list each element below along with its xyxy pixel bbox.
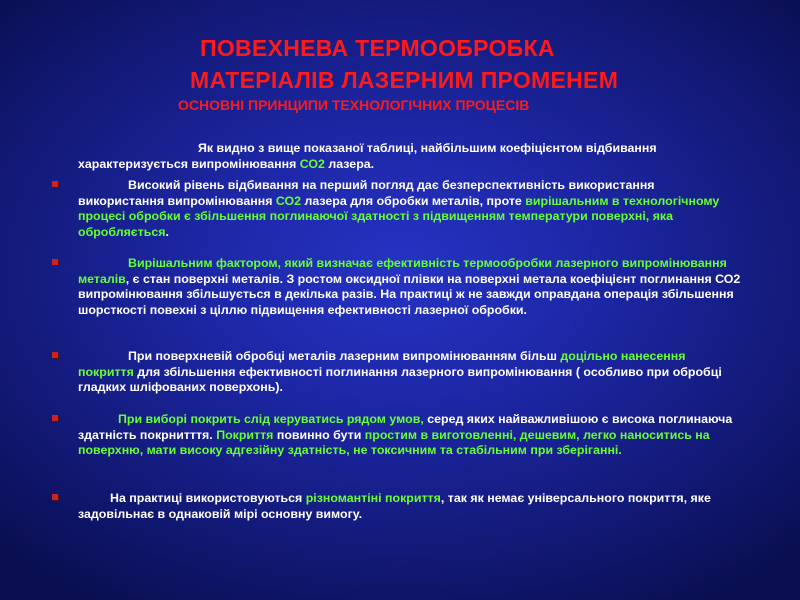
paragraph-6 — [78, 491, 744, 522]
p2-co2: СО2 — [275, 193, 302, 208]
bullet-icon — [52, 352, 58, 358]
p5-highlight-e: простим в виготовленні, дешевим, легко наноситись на поверхню, мати високу адгезійну здатність, не токсичним та стабільним при зберіганні. — [78, 427, 710, 458]
p3-text-b: , є стан поверхні металів. З ростом оксидної плівки на поверхні метала коефіцієнт поглинання СО2 випромінювання збільшується в декілька разів. На практиці ж не завжди оправдана операція збільшення шорсткості повехні з ціллю підвищення ефективності лазерної обробки. — [78, 271, 741, 317]
p2-text-c: лазера для обробки металів, проте — [301, 193, 526, 208]
p6-text-c: , так як немає універсального покриття, яке задовільнає в однаковій мірі основну вимогу. — [78, 491, 711, 521]
p2-text-e: . — [165, 224, 169, 239]
bullet-icon — [52, 494, 58, 500]
p2-text-a: Високий рівень відбивання на перший погляд дає безперспективність використання використання випромінювання — [78, 178, 655, 208]
paragraph-1 — [78, 141, 744, 172]
p2-highlight: вирішальним в технологічному процесі обробки є збільшення поглинаючої здатності з підвищенням температури поверхні, яка обробляється — [78, 193, 720, 239]
p3-highlight: Вирішальним фактором, який визначає ефективність термообробки лазерного випромінювання металів — [78, 256, 727, 286]
p4-highlight: доцільно нанесення покриття — [78, 349, 686, 379]
p6-highlight: різномантіні покриття — [305, 491, 441, 505]
p5-highlight-a: При виборі покрить слід керуватись рядом умов, — [118, 412, 424, 426]
p5-text-b: серед яких найважливішою є висока поглинаюча здатність покрнитття. — [78, 412, 733, 442]
title-line-1: ПОВЕХНЕВА ТЕРМООБРОБКА — [200, 35, 555, 61]
p4-text-a: При поверхневій обробці металів лазерним випромінюванням більш — [128, 349, 561, 363]
p1-text-a: Як видно з вище показаної таблиці, найбільшим коефіцієнтом відбивання характеризується випромінювання — [78, 141, 657, 171]
paragraph-4 — [78, 349, 744, 396]
subtitle: ОСНОВНІ ПРИНЦИПИ ТЕХНОЛОГІЧНИХ ПРОЦЕСІВ — [178, 97, 530, 113]
bullet-icon — [52, 181, 58, 187]
p4-text-c: для збільшення ефективності поглинання лазерного випромінювання ( особливо при обробці гладких шліфованих поверхонь). — [78, 364, 722, 395]
p5-highlight-c: Покриття — [216, 427, 274, 442]
title-line-2: МАТЕРІАЛІВ ЛАЗЕРНИМ ПРОМЕНЕМ — [190, 67, 619, 93]
paragraph-2 — [78, 178, 744, 240]
p1-co2: СО2 — [299, 156, 325, 171]
paragraph-5 — [78, 412, 744, 459]
bullet-icon — [52, 259, 58, 265]
p5-text-d: повинно бути — [273, 427, 365, 442]
p6-text-a: На практиці використовуються — [110, 491, 306, 505]
bullet-icon — [52, 415, 58, 421]
p1-text-c: лазера. — [324, 156, 375, 171]
paragraph-3 — [78, 256, 744, 318]
